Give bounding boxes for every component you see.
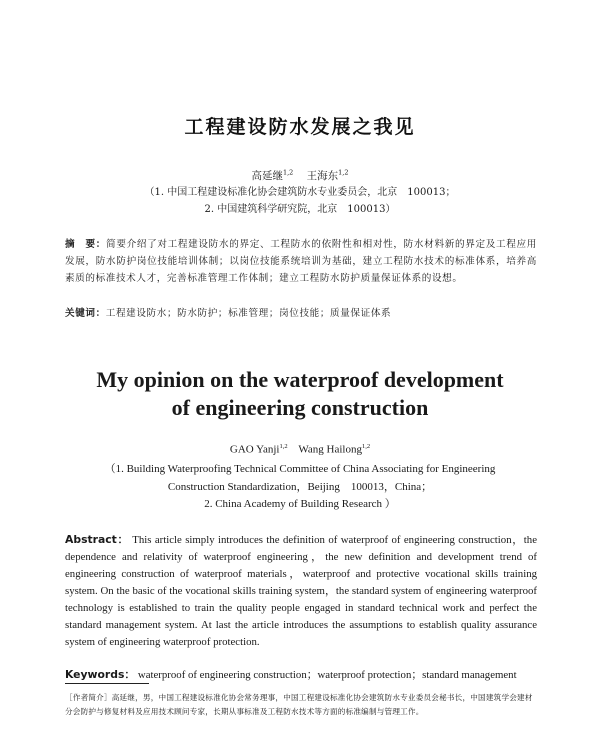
english-author-2-affil: 1,2	[361, 443, 371, 450]
author-footnote: ［作者简介］高延继，男，中国工程建设标准化协会常务理事，中国工程建设标准化协会建筑防水专业委员会秘书长，中国建筑学会建材分会防护与修复材料及应用技术顾问专家，长期从事标准及工程防水技术等方面的标准编制与管理工作。	[65, 693, 533, 716]
english-keywords	[65, 667, 537, 683]
chinese-author-2-affil: 1,2	[338, 168, 349, 177]
chinese-keywords-text: 工程建设防水；防水防护；标准管理；岗位技能；质量保证体系	[105, 308, 392, 319]
chinese-author-1-affil: 1,2	[282, 168, 294, 177]
chinese-keywords	[65, 305, 537, 322]
english-author-1: GAO Yanji	[229, 443, 280, 456]
chinese-abstract-text: 简要介绍了对工程建设防水的界定、工程防水的依附性和相对性，防水材料新的界定及工程应用发展，防水防护岗位技能培训体制；以岗位技能系统培训为基础，建立工程防水技术的标准体系，培养高素质的标准技术人才，完善标准管理工作体制；建立工程防水防护质量保证体系的设想。	[65, 239, 538, 284]
footnote-divider	[65, 683, 149, 684]
english-title	[0, 366, 600, 422]
english-authors	[0, 443, 600, 456]
chinese-affiliation-1: （1. 中国工程建设标准化协会建筑防水专业委员会，北京 100013；	[144, 187, 456, 198]
english-affiliation-1: （1. Building Waterproofing Technical Committee of China Associating for Engineering	[104, 463, 496, 475]
english-affiliation-2: Construction Standardization，Beijing 100013，China；	[167, 480, 433, 493]
chinese-abstract-label: 摘 要：	[65, 239, 107, 250]
chinese-affiliation-2: 2. 中国建筑科学研究院，北京 100013）	[204, 204, 396, 215]
english-affiliation-3: 2. China Academy of Building Research ）	[204, 498, 396, 510]
english-title-line-1: My opinion on the waterproof development	[96, 367, 504, 392]
english-author-2: Wang Hailong	[298, 443, 362, 456]
chinese-title: 工程建设防水发展之我见	[184, 116, 416, 138]
chinese-abstract	[65, 236, 537, 287]
chinese-keywords-label: 关键词：	[65, 308, 106, 319]
english-author-1-affil: 1,2	[279, 443, 288, 450]
chinese-author-1: 高延继	[251, 170, 283, 182]
chinese-authors	[0, 168, 600, 183]
english-title-line-2: of engineering construction	[171, 395, 429, 420]
chinese-affiliations	[0, 184, 600, 218]
english-abstract-label: Abstract：	[65, 533, 130, 546]
english-keywords-label: Keywords：	[65, 668, 136, 681]
english-abstract-text: This article simply introduces the definition of waterproof of engineering construction，the dependence and relativity of waterproof engineering，the new definition and development trend of engineering construction of waterproof materials，waterproof and protective vocational skills training system. On the basic of the vocational skills training system，the standard system of engineering waterproof technology is established to train the quality people engaged in standard technical work and perfect the standard management system. At last the article introduces the assumptions to establish quality assurance system of engineering waterproof protection.	[65, 534, 537, 648]
english-affiliations	[0, 461, 600, 514]
english-keywords-text: waterproof of engineering construction；waterproof protection；standard management	[137, 669, 517, 681]
english-abstract	[65, 531, 537, 651]
chinese-author-2: 王海东	[306, 170, 339, 182]
